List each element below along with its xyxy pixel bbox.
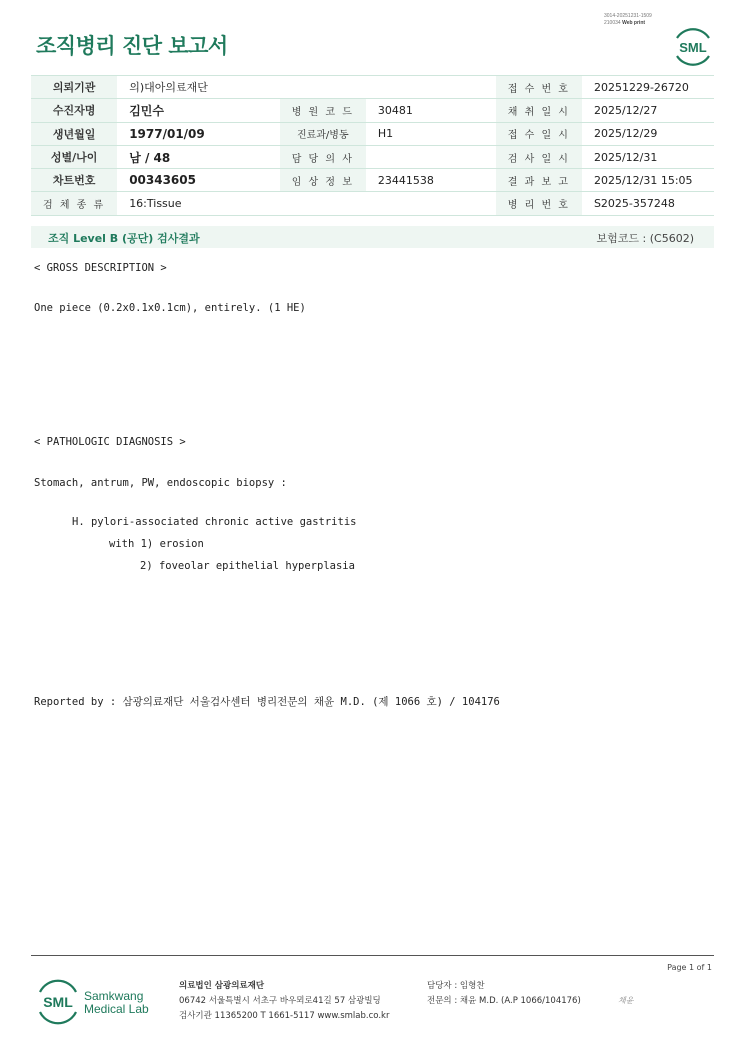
value-receipt-number: 20251229-26720 xyxy=(582,76,714,99)
insurance-code: 보험코드 : (C5602) xyxy=(596,232,694,245)
value-department: H1 xyxy=(366,122,496,145)
label-pathology-number: 병 리 번 호 xyxy=(496,192,582,215)
label-requesting-institution: 의뢰기관 xyxy=(31,76,117,99)
brand-line-1: Samkwang xyxy=(84,989,144,1003)
label-receipt-date: 접 수 일 시 xyxy=(496,122,582,145)
label-sex-age: 성별/나이 xyxy=(31,145,117,168)
page-title: 조직병리 진단 보고서 xyxy=(36,34,228,58)
signature: 채윤 xyxy=(618,996,634,1005)
diagnosis-site: Stomach, antrum, PW, endoscopic biopsy : xyxy=(34,477,287,489)
value-hospital-code: 30481 xyxy=(366,99,496,122)
label-patient-name: 수진자명 xyxy=(31,99,117,122)
org-info xyxy=(179,979,389,1024)
value-clinical-info: 23441538 xyxy=(366,169,496,192)
value-chart-number: 00343605 xyxy=(117,169,280,192)
reported-by: Reported by : 삼광의료재단 서울검사센터 병리전문의 채윤 M.D. (제 1066 호) / 104176 xyxy=(34,696,500,708)
label-hospital-code: 병 원 코 드 xyxy=(280,99,366,122)
label-result-report: 결 과 보 고 xyxy=(496,169,582,192)
value-test-date: 2025/12/31 xyxy=(582,145,714,168)
gross-heading: < GROSS DESCRIPTION > xyxy=(34,262,167,274)
footer-divider xyxy=(31,955,714,956)
value-collection-date: 2025/12/27 xyxy=(582,99,714,122)
value-patient-name: 김민수 xyxy=(117,99,280,122)
value-birth-date: 1977/01/09 xyxy=(117,122,280,145)
sml-footer-logo-icon xyxy=(36,978,80,1026)
section-title: 조직 Level B (공단) 검사결과 xyxy=(48,232,200,245)
label-specimen-type: 검 체 종 류 xyxy=(31,192,117,215)
value-pathology-number: S2025-357248 xyxy=(582,192,714,215)
sml-footer-logo-text: SML xyxy=(43,994,73,1010)
sml-logo-icon xyxy=(672,26,714,68)
org-contact: 검사기관 11365200 T 1661-5117 www.smlab.co.kr xyxy=(179,1011,390,1021)
brand-line-2: Medical Lab xyxy=(84,1002,149,1016)
staff-label: 담당자 : xyxy=(427,981,458,991)
print-id-line1: 3014-20251231-1509 xyxy=(604,13,652,19)
diagnosis-line-2: with 1) erosion xyxy=(109,538,204,550)
table-row xyxy=(31,192,714,215)
label-chart-number: 차트번호 xyxy=(31,169,117,192)
page-number: Page 1 of 1 xyxy=(667,963,712,972)
value-result-report: 2025/12/31 15:05 xyxy=(582,169,714,192)
table-row xyxy=(31,145,714,168)
brand-name xyxy=(84,990,149,1016)
value-sex-age: 남 / 48 xyxy=(117,145,280,168)
patient-info-table xyxy=(31,75,714,216)
label-clinical-info: 임 상 정 보 xyxy=(280,169,366,192)
value-physician xyxy=(366,145,496,168)
staff-name: 임형찬 xyxy=(459,981,485,991)
diagnosis-line-1: H. pylori-associated chronic active gastritis xyxy=(72,516,357,528)
label-test-date: 검 사 일 시 xyxy=(496,145,582,168)
result-section-bar xyxy=(31,226,714,248)
table-row xyxy=(31,99,714,122)
org-address: 06742 서울특별시 서초구 바우뫼로41길 57 삼광빌딩 xyxy=(179,996,381,1006)
table-row xyxy=(31,169,714,192)
label-birth-date: 생년월일 xyxy=(31,122,117,145)
label-physician: 담 당 의 사 xyxy=(280,145,366,168)
table-row xyxy=(31,122,714,145)
diagnosis-line-3: 2) foveolar epithelial hyperplasia xyxy=(140,560,355,572)
label-receipt-number: 접 수 번 호 xyxy=(496,76,582,99)
gross-text: One piece (0.2x0.1x0.1cm), entirely. (1 HE) xyxy=(34,302,306,314)
diagnosis-heading: < PATHOLOGIC DIAGNOSIS > xyxy=(34,436,186,448)
print-id-number: 210034 xyxy=(604,19,621,26)
staff-info xyxy=(427,979,581,1009)
value-specimen-type: 16:Tissue xyxy=(117,192,496,215)
org-name: 의료법인 삼광의료재단 xyxy=(179,981,265,991)
value-requesting-institution: 의)대아의료재단 xyxy=(117,76,496,99)
table-row xyxy=(31,76,714,99)
value-receipt-date: 2025/12/29 xyxy=(582,122,714,145)
specialist-label: 전문의 : xyxy=(427,996,458,1006)
print-id xyxy=(604,13,652,26)
label-department: 진료과/병동 xyxy=(280,122,366,145)
web-print-tag: Web print xyxy=(622,19,646,26)
sml-logo-text: SML xyxy=(679,40,707,55)
label-collection-date: 채 취 일 시 xyxy=(496,99,582,122)
specialist-name: 채윤 M.D. (A.P 1066/104176) xyxy=(459,996,581,1006)
